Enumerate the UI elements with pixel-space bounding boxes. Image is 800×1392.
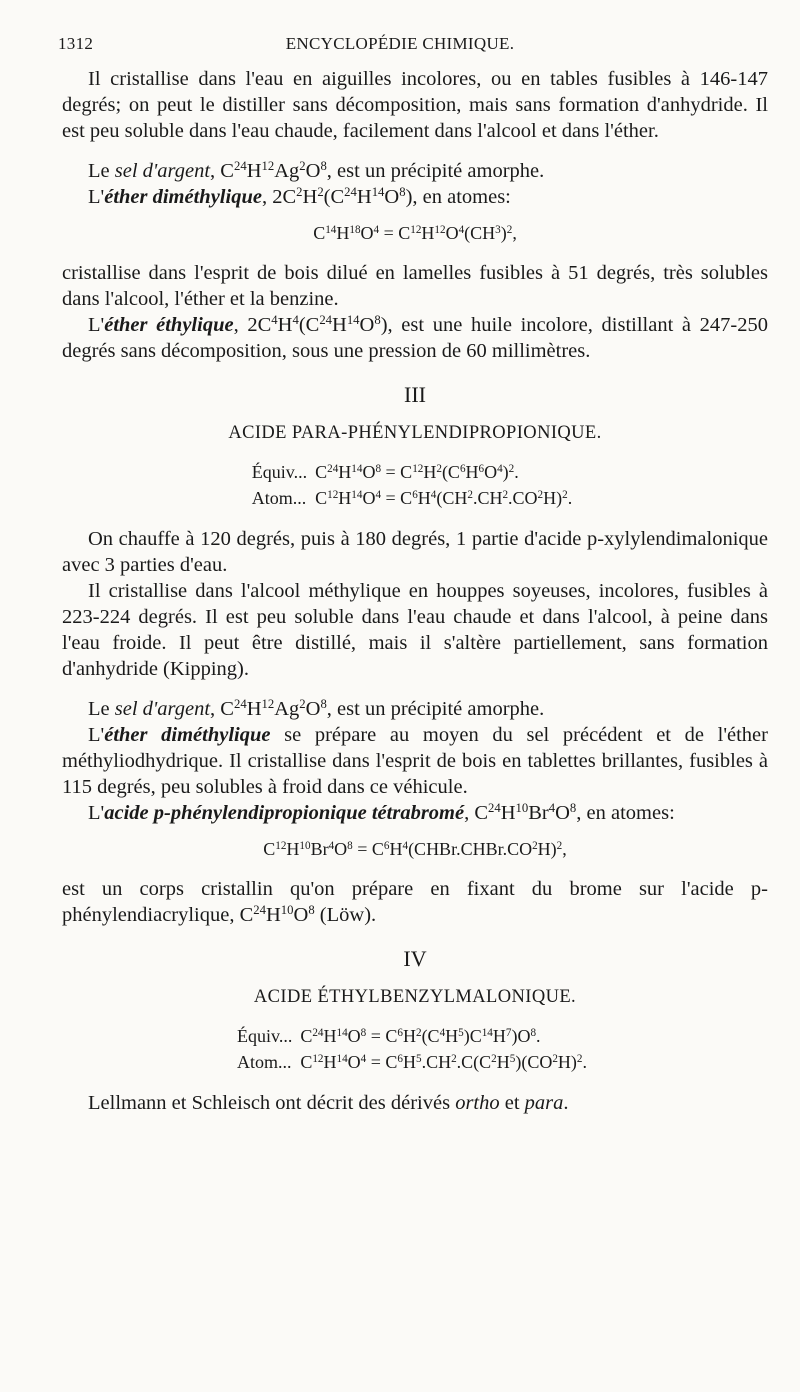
formula: $C^{14}H^{18}O^4 = C^{12}H^{12}O^4(CH^3)^2$, xyxy=(313,223,517,243)
section-heading: III xyxy=(404,382,426,407)
paragraph: L'éther diméthylique, $2C^2H^2(C^{24}H^{14}O^8)$, en atomes: xyxy=(88,185,511,208)
equation: $C^{24}H^{14}O^8 = C^{12}H^2(C^6H^6O^4)^2$. xyxy=(315,462,519,482)
paragraph: Lellmann et Schleisch ont décrit des dérivés ortho et para. xyxy=(88,1092,569,1114)
paragraph: On chauffe à 120 degrés, puis à 180 degrés, 1 partie d'acide p-xylylendimalonique avec 3 parties d'eau. xyxy=(62,528,768,576)
section-heading: IV xyxy=(403,946,427,971)
equation: $C^{12}H^{14}O^4 = C^6H^5.CH^2.C(C^2H^5)(CO^2H)^2$. xyxy=(300,1052,587,1072)
paragraph: L'éther diméthylique se prépare au moyen du sel précédent et de l'éther méthyliodhydrique. Il cristallise dans l'esprit de bois en tablettes brillantes, fusibles à 115 degrés, peu solubles à froid dans ce véhicule. xyxy=(62,724,768,798)
paragraph: Il cristallise dans l'eau en aiguilles incolores, ou en tables fusibles à 146-147 degrés; on peut le distiller sans décomposition, mais sans formation d'anhydride. Il est peu soluble dans l'eau chaude, facilement dans l'alcool et dans l'éther. xyxy=(62,68,768,142)
page-header xyxy=(58,34,742,58)
paragraph: Il cristallise dans l'alcool méthylique en houppes soyeuses, incolores, fusibles à 223-224 degrés. Il est peu soluble dans l'eau chaude et dans l'alcool, à peine dans l'eau froide. Il peut être distillé, mais il s'altère partiellement, sans formation d'anhydride (Kipping). xyxy=(62,580,768,680)
equation: $C^{24}H^{14}O^8 = C^6H^2(C^4H^5)C^{14}H^7)O^8$. xyxy=(300,1026,541,1046)
page-body xyxy=(62,66,768,1116)
paragraph: est un corps cristallin qu'on prépare en fixant du brome sur l'acide p-phénylendiacrylique, $C^{24}H^{10}O^8$ (Löw). xyxy=(62,878,768,926)
paragraph: cristallise dans l'esprit de bois dilué en lamelles fusibles à 51 degrés, très solubles dans l'alcool, l'éther et la benzine. xyxy=(62,262,768,310)
section-title: ACIDE ÉTHYLBENZYLMALONIQUE. xyxy=(253,987,577,1007)
equation: $C^{12}H^{14}O^4 = C^6H^4(CH^2.CH^2.CO^2H)^2$. xyxy=(315,488,573,508)
equation-table xyxy=(235,1022,595,1076)
equiv-label: Équiv... xyxy=(251,462,308,482)
formula: $C^{12}H^{10}Br^4O^8$ = $C^6H^4(CHBr.CHBr.CO^2H)^2$, xyxy=(263,839,567,859)
paragraph: L'éther éthylique, $2C^4H^4(C^{24}H^{14}O^8)$, est une huile incolore, distillant à 247-250 degrés sans décomposition, sous une pression de 60 millimètres. xyxy=(62,313,768,362)
paragraph: L'acide p-phénylendipropionique tétrabromé, $C^{24}H^{10}Br^4O^8$, en atomes: xyxy=(88,801,675,824)
equiv-label: Équiv... xyxy=(237,1026,293,1046)
atom-label: Atom... xyxy=(237,1052,292,1072)
paragraph: Le sel d'argent, $C^{24}H^{12}Ag^2O^8$, est un précipité amorphe. xyxy=(88,159,545,182)
page-number: 1312 xyxy=(58,34,94,53)
section-title: ACIDE PARA-PHÉNYLENDIPROPIONIQUE. xyxy=(228,423,602,443)
running-title: ENCYCLOPÉDIE CHIMIQUE. xyxy=(285,34,515,53)
paragraph: Le sel d'argent, $C^{24}H^{12}Ag^2O^8$, est un précipité amorphe. xyxy=(88,697,545,720)
equation-table xyxy=(250,458,580,512)
atom-label: Atom... xyxy=(251,488,307,508)
